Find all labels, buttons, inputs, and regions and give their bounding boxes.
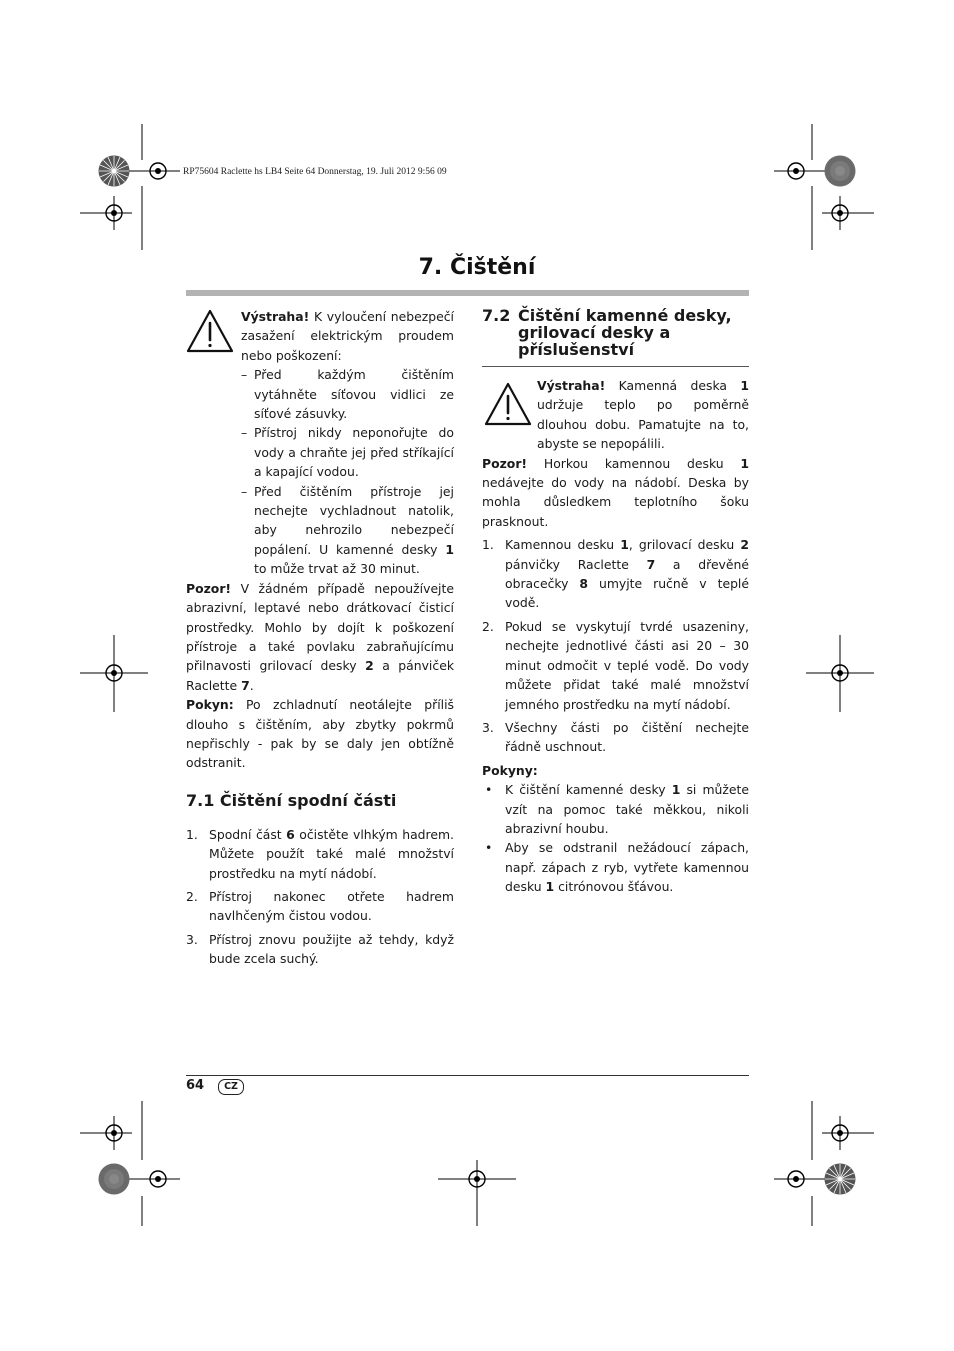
- reference-number: 1: [445, 541, 454, 557]
- step-text: pánvičky Raclette: [505, 556, 647, 572]
- warning-block: [241, 307, 454, 579]
- reference-number: 1: [671, 782, 681, 798]
- warning-text: udržuje teplo po poměrně dlouhou dobu. Pamatujte na to, abyste se nepopálili.: [537, 397, 749, 452]
- warning-text: Kamenná deska: [605, 378, 741, 393]
- warning-paragraph: [241, 307, 454, 365]
- color-wheel-icon: [824, 155, 856, 187]
- section-title: Čištění kamenné desky, grilovací desky a příslušenství: [518, 306, 732, 359]
- reference-number: 8: [579, 576, 589, 592]
- note-text: citrónovou šťávou.: [554, 879, 674, 895]
- reference-number: 7: [646, 556, 656, 572]
- step-text: Přístroj znovu použijte až tehdy, když bude zcela suchý.: [209, 931, 454, 967]
- list-item: [482, 535, 749, 613]
- list-item: [482, 718, 749, 757]
- left-column: [186, 307, 454, 973]
- step-number: 3.: [482, 719, 494, 735]
- step-text: Spodní část: [209, 826, 287, 842]
- title-bar: [186, 290, 749, 296]
- warning-label: Výstraha!: [241, 309, 310, 324]
- pokyny-label: Pokyny:: [482, 762, 538, 778]
- steps-list: [482, 535, 749, 756]
- color-wheel-icon: [824, 1163, 856, 1195]
- list-item: [241, 482, 454, 579]
- step-number: 1.: [186, 826, 198, 842]
- reference-number: 1: [740, 378, 749, 393]
- section-number: 7.2: [482, 306, 511, 325]
- step-text: Přístroj nakonec otřete hadrem navlhčeným čistou vodou.: [209, 888, 454, 924]
- color-wheel-icon: [98, 155, 130, 187]
- pozor-text: V žádném případě nepoužívejte abrazivní, leptavé nebo drátkovací čisticí prostředky. Mohlo by dojít k poškození přístroje a také povlaku zabraňujícímu přilnavosti grilovací desky: [186, 580, 454, 674]
- reference-number: 2: [740, 537, 749, 553]
- pozor-paragraph: [482, 454, 749, 532]
- reference-number: 7: [241, 677, 250, 693]
- list-item: – Přístroj nikdy neponořujte do vody a chraňte jej před stříkající a kapající vodou.: [241, 423, 454, 481]
- step-text: , grilovací desku: [628, 537, 741, 553]
- pozor-text: nedávejte do vody na nádobí. Deska by mohla důsledkem teplotního šoku prasknout.: [482, 475, 749, 529]
- note-text: K čištění kamenné desky: [505, 782, 672, 798]
- list-item: [482, 838, 749, 896]
- list-item: [482, 617, 749, 714]
- reference-number: 1: [740, 455, 749, 471]
- step-number: 2.: [482, 618, 494, 634]
- pozor-label: Pozor!: [186, 580, 232, 596]
- warning-list: [241, 365, 454, 578]
- print-info-line: RP75604 Raclette hs LB4 Seite 64 Donnerstag, 19. Juli 2012 9:56 09: [183, 167, 447, 177]
- step-text: očistěte vlhkým hadrem. Můžete použít také malé množství prostředku na mytí nádobí.: [209, 826, 454, 881]
- pokyn-text: Po zchladnutí neotálejte příliš dlouho s čištěním, aby zbytky pokrmů nepřischly - pak by se daly jen obtížně odstranit.: [186, 697, 454, 771]
- step-text: umyjte ručně v teplé vodě.: [505, 576, 749, 611]
- pozor-label: Pozor!: [482, 455, 528, 471]
- list-item: [186, 930, 454, 969]
- reference-number: 6: [286, 826, 295, 842]
- pokyn-label: Pokyn:: [186, 697, 234, 713]
- pozor-text: a pánviček Raclette: [186, 658, 454, 693]
- step-number: 1.: [482, 537, 494, 553]
- step-text: a dřevěné obracečky: [505, 556, 749, 592]
- reference-number: 1: [620, 537, 629, 553]
- step-number: 2.: [186, 888, 198, 904]
- right-column: [482, 307, 749, 897]
- warning-text: K vyloučení nebezpečí zasažení elektrickým proudem nebo poškození:: [241, 309, 454, 363]
- section-heading-7-2: [482, 307, 749, 367]
- steps-list: [186, 825, 454, 969]
- footer-rule: [186, 1075, 749, 1076]
- warning-label: Výstraha!: [537, 378, 606, 393]
- reference-number: 2: [365, 658, 374, 674]
- list-item: [186, 825, 454, 883]
- pokyny-heading: [482, 761, 749, 780]
- reference-number: 1: [545, 879, 555, 895]
- page-title: 7. Čištění: [418, 255, 536, 280]
- note-text: Aby se odstranil nežádoucí zápach, např. zápach z ryb, vytřete kamennou desku: [505, 840, 749, 895]
- warning-triangle-icon: [186, 309, 234, 353]
- pozor-paragraph: [186, 579, 454, 695]
- step-text: Pokud se vyskytují tvrdé usazeniny, nechejte jednotlivé části asi 20 – 30 minut odmočit v teplé vodě. Do vody můžete přidat také malé množství jemného prostředku na mytí nádobí.: [505, 618, 749, 712]
- section-heading-7-1: 7.1 Čištění spodní části: [186, 790, 397, 810]
- warning-block: [482, 376, 749, 454]
- color-wheel-icon: [98, 1163, 130, 1195]
- list-item-text: to může trvat až 30 minut.: [254, 561, 420, 577]
- warning-paragraph: [537, 376, 749, 454]
- pozor-text: Horkou kamennou desku: [527, 455, 741, 471]
- page-number: 64: [186, 1078, 205, 1093]
- language-badge: CZ: [218, 1079, 244, 1095]
- list-item: – Před každým čištěním vytáhněte síťovou vidlici ze síťové zásuvky.: [241, 365, 454, 423]
- note-text: si můžete vzít na pomoc také měkkou, nikoli abrazivní houbu.: [505, 782, 750, 836]
- pokyn-paragraph: [186, 695, 454, 773]
- step-text: Kamennou desku: [505, 537, 621, 553]
- list-item: [186, 887, 454, 926]
- list-item: [482, 780, 749, 838]
- notes-list: [482, 780, 749, 896]
- pozor-text: .: [249, 677, 254, 693]
- step-text: Všechny části po čištění nechejte řádně uschnout.: [505, 719, 749, 755]
- list-item-text: Před čištěním přístroje jej nechejte vychladnout natolik, aby nehrozilo nebezpečí popálení. U kamenné desky: [254, 483, 454, 557]
- step-number: 3.: [186, 931, 198, 947]
- warning-triangle-icon: [484, 382, 532, 426]
